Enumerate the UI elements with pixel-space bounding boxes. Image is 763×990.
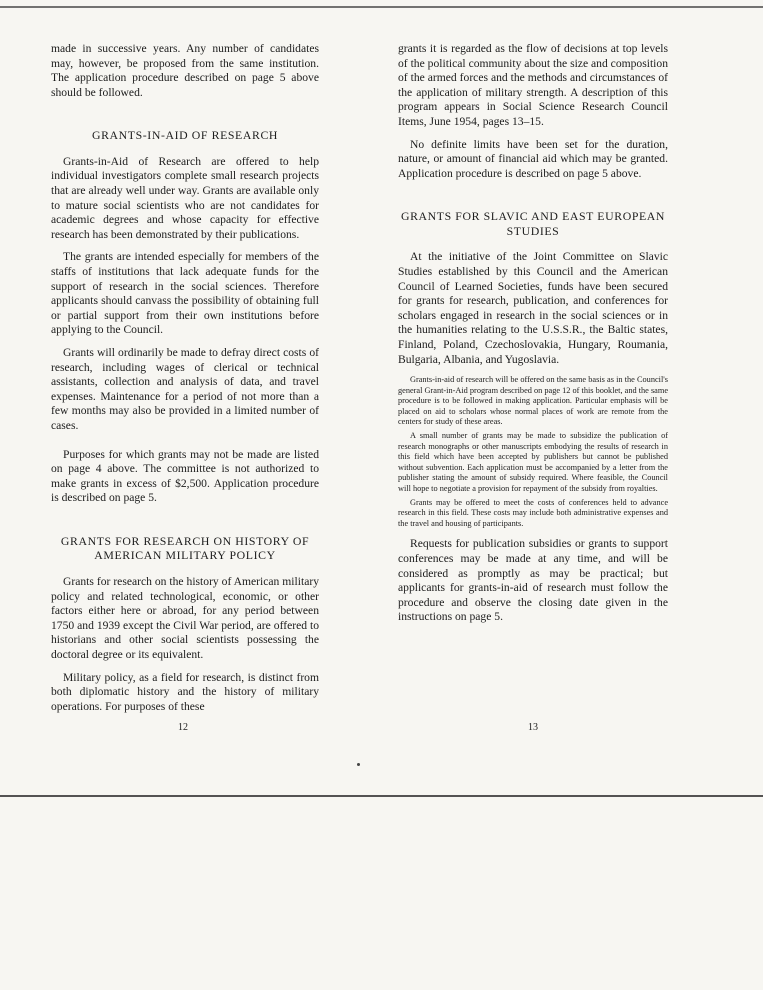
requests-paragraph: Requests for publication subsidies or grants to support conferences may be made at any time, and will be considered as promptly as may be practical; but applicants for grants-in-aid of research must follow the procedure and observe the closing date given in the instructions on page 5. bbox=[398, 537, 668, 624]
slavic-paragraph: At the initiative of the Joint Committee on Slavic Studies established by this Council and the American Council of Learned Societies, funds have been secured for grants for research, publication, and conferences for scholars engaged in research in the social sciences or in the humanities relating to the U.S.S.R., the Baltic states, Finland, Poland, Czechoslovakia, Hungary, Roumania, Bulgaria, Albania, and Yugoslavia. bbox=[398, 250, 668, 366]
top-rule bbox=[0, 6, 763, 8]
limits-paragraph: No definite limits have been set for the duration, nature, or amount of financial aid which may be granted. Application procedure is described on page 5 above. bbox=[398, 137, 668, 180]
military-paragraph-1: Grants for research on the history of American military policy and related technological, economic, or other factors either here or abroad, for any period between 1750 and 1939 except the Civil War period, are offered to historians and other social scientists possessing the doctoral degree or its equivalent. bbox=[51, 574, 319, 661]
gia-paragraph-4: Purposes for which grants may not be made are listed on page 4 above. The committee is not authorized to make grants in excess of $2,500. Application procedure is described on page 5. bbox=[51, 447, 319, 505]
slavic-note-conferences: Grants may be offered to meet the costs of conferences held to advance research in this field. These costs may include both administrative expenses and the travel and housing of participants. bbox=[398, 497, 668, 528]
slavic-note-grants-in-aid: Grants-in-aid of research will be offered on the same basis as in the Council's general Grant-in-Aid program described on page 12 of this booklet, and the same procedure is to be followed in making application. Particular emphasis will be placed on aid to scholars whose normal places of work are remote from the centers for study of these areas. bbox=[398, 375, 668, 427]
page-number-left: 12 bbox=[178, 722, 188, 733]
slavic-note-publication: A small number of grants may be made to subsidize the publication of research monographs or other manuscripts embodying the results of research in this field which have been accepted by publishers but cannot be published without subvention. Each application must be accompanied by a letter from the publisher stating the amount of subsidy required. Where feasible, the Council will hope to negotiate a provision for repayment of the subsidy from royalties. bbox=[398, 431, 668, 494]
heading-military-policy: GRANTS FOR RESEARCH ON HISTORY OF AMERICAN MILITARY POLICY bbox=[60, 533, 310, 563]
page-number-right: 13 bbox=[528, 722, 538, 733]
continuation-paragraph: grants it is regarded as the flow of decisions at top levels of the political community about the size and composition of the armed forces and the methods and circumstances of the application of military strength. A description of this program appears in Social Science Research Council Items, June 1954, pages 13–15. bbox=[398, 42, 668, 128]
heading-slavic-studies: GRANTS FOR SLAVIC AND EAST EUROPEAN STUDIES bbox=[400, 209, 666, 238]
speck-mark bbox=[357, 763, 360, 766]
gia-paragraph-1: Grants-in-Aid of Research are offered to help individual investigators complete small research projects that are already well under way. Grants are available only to mature social scientists who are not candidates for academic degrees and whose capacity for effective research has been demonstrated by their publications. bbox=[51, 154, 319, 241]
heading-grants-in-aid: GRANTS-IN-AID OF RESEARCH bbox=[91, 128, 279, 143]
bottom-rule bbox=[0, 795, 763, 797]
gia-paragraph-3: Grants will ordinarily be made to defray direct costs of research, including wages of clerical or technical assistants, collection and analysis of data, and travel expenses. Maintenance for a period of not more than a few months may also be provided in a limited number of cases. bbox=[51, 346, 319, 432]
intro-paragraph: made in successive years. Any number of candidates may, however, be proposed from the same institution. The application procedure described on page 5 above should be followed. bbox=[51, 42, 319, 99]
right-page-column bbox=[398, 42, 668, 633]
gia-paragraph-2: The grants are intended especially for members of the staffs of institutions that lack adequate funds for the support of research in the social sciences. Therefore applicants should canvass the possibility of obtaining full or partial support from their own institutions before applying to the Council. bbox=[51, 250, 319, 337]
military-paragraph-2: Military policy, as a field for research, is distinct from both diplomatic history and the history of military operations. For purposes of these bbox=[51, 670, 319, 713]
left-page-column bbox=[51, 42, 319, 722]
